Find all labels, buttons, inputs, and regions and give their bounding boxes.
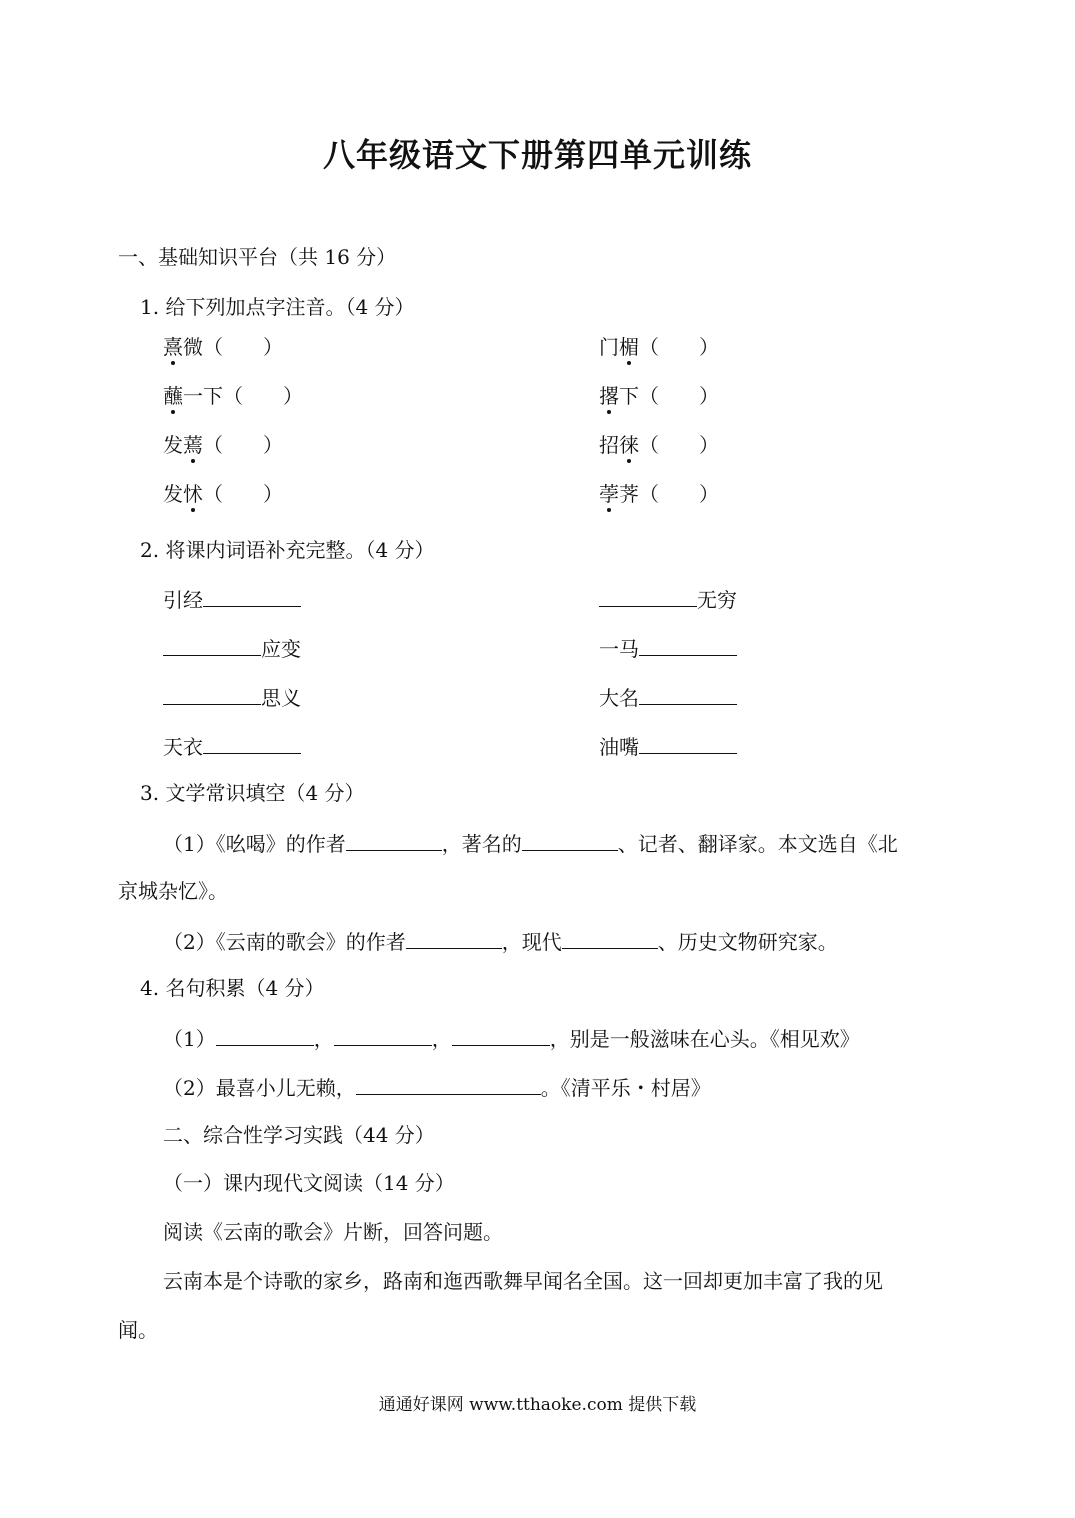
answer-blank[interactable] [356,1072,541,1095]
pinyin-item: 熹微（ ） [163,335,283,359]
dotted-char: 蔫 [183,433,203,457]
answer-blank[interactable] [599,584,697,607]
answer-blank[interactable] [452,1023,550,1046]
question-4-title: 4. 名句积累（4 分） [140,976,325,1000]
q4-line-2: （2）最喜小儿无赖， 。《清平乐・村居》 [163,1072,711,1102]
footer-text: 通通好课网 www.tthaoke.com 提供下载 [378,1395,697,1415]
subsection-heading: （一）课内现代文阅读（14 分） [163,1171,455,1195]
dotted-char: 荸 [599,482,619,506]
pinyin-item: 招徕（ ） [599,433,719,457]
answer-blank[interactable] [562,926,658,949]
pinyin-item: 撂下（ ） [599,384,719,408]
q3-line-2: （2）《云南的歌会》的作者 ，现代 、历史文物研究家。 [163,926,838,956]
dotted-char: 熹 [163,335,183,359]
section-2-heading: 二、综合性学习实践（44 分） [163,1123,435,1147]
q4-line-1: （1） ， ， ，别是一般滋味在心头。《相见欢》 [163,1023,860,1053]
answer-blank[interactable] [639,633,737,656]
answer-blank[interactable] [203,731,301,754]
question-3-title: 3. 文学常识填空（4 分） [140,781,365,805]
pinyin-item: 发怵（ ） [163,482,283,506]
answer-blank[interactable] [203,584,301,607]
pinyin-item: 蘸一下（ ） [163,384,303,408]
answer-blank[interactable] [639,731,737,754]
idiom-item: 一马 [599,633,737,663]
passage-line-2: 闻。 [118,1318,158,1342]
pinyin-item: 门楣（ ） [599,335,719,359]
idiom-item: 无穷 [599,584,737,614]
question-2-title: 2. 将课内词语补充完整。（4 分） [140,538,435,562]
idiom-item: 应变 [163,633,301,663]
q3-line-1: （1）《吆喝》的作者 ，著名的 、记者、翻译家。本文选自《北 [163,828,898,858]
idiom-item: 大名 [599,682,737,712]
answer-blank[interactable] [346,828,442,851]
idiom-item: 天衣 [163,731,301,761]
dotted-char: 蘸 [163,384,183,408]
idiom-item: 油嘴 [599,731,737,761]
answer-blank[interactable] [334,1023,432,1046]
passage-line-1: 云南本是个诗歌的家乡，路南和迤西歌舞早闻名全国。这一回却更加丰富了我的见 [163,1269,883,1293]
dotted-char: 撂 [599,384,619,408]
pinyin-item: 发蔫（ ） [163,433,283,457]
answer-blank[interactable] [216,1023,314,1046]
idiom-item: 思义 [163,682,301,712]
dotted-char: 怵 [183,482,203,506]
section-1-heading: 一、基础知识平台（共 16 分） [118,245,397,269]
idiom-item: 引经 [163,584,301,614]
page-title: 八年级语文下册第四单元训练 [322,136,752,174]
answer-blank[interactable] [163,682,261,705]
question-1-title: 1. 给下列加点字注音。（4 分） [140,295,415,319]
dotted-char: 徕 [619,433,639,457]
q3-line-1-cont: 京城杂忆》。 [118,879,228,903]
dotted-char: 楣 [619,335,639,359]
reading-instruction: 阅读《云南的歌会》片断，回答问题。 [163,1220,503,1244]
answer-blank[interactable] [639,682,737,705]
answer-blank[interactable] [163,633,261,656]
pinyin-item: 荸荠（ ） [599,482,719,506]
answer-blank[interactable] [406,926,502,949]
answer-blank[interactable] [522,828,618,851]
